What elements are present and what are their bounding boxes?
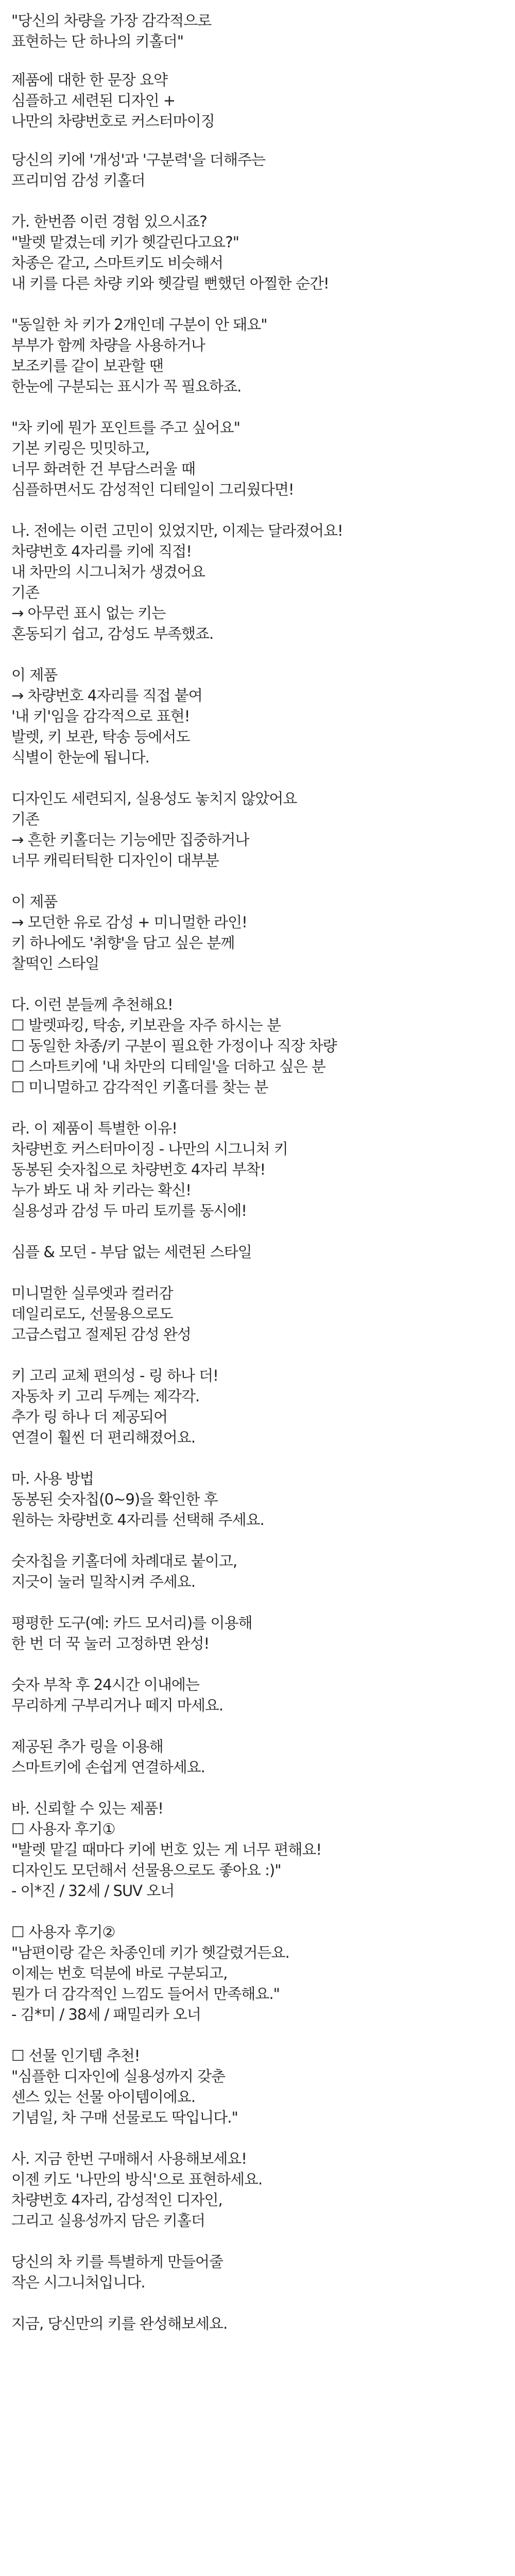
section-da-heading: 다. 이런 분들께 추천해요! — [11, 996, 173, 1013]
body-line: 이젠 키도 '나만의 방식'으로 표현하세요. — [11, 2171, 263, 2188]
body-line: 기존 — [11, 584, 40, 601]
body-line: 무리하게 구부리거나 떼지 마세요. — [11, 1697, 224, 1714]
body-line: 자동차 키 고리 두께는 제각각. — [11, 1387, 200, 1405]
body-line: 보조키를 같이 보관할 땐 — [11, 357, 163, 375]
body-line: 추가 링 하나 더 제공되어 — [11, 1408, 168, 1426]
body-line: → 모던한 유로 감성 + 미니멀한 라인! — [11, 913, 247, 931]
body-line: 평평한 도구(예: 카드 모서리)를 이용해 — [11, 1614, 252, 1632]
closing-line: 당신의 차 키를 특별하게 만들어줄 — [11, 2253, 224, 2270]
review-text: 디자인도 모던해서 선물용으로도 좋아요 :)" — [11, 1861, 281, 1879]
body-line: 디자인도 세련되지, 실용성도 놓치지 않았어요 — [11, 790, 297, 807]
body-line: 차량번호 커스터마이징 - 나만의 시그니처 키 — [11, 1140, 288, 1158]
review-heading: ☐ 사용자 후기① — [11, 1820, 115, 1838]
section-ma-heading: 마. 사용 방법 — [11, 1470, 94, 1487]
review-text: "심플한 디자인에 실용성까지 갖춘 — [11, 2067, 226, 2085]
body-line: 연결이 훨씬 더 편리해졌어요. — [11, 1429, 196, 1446]
checklist-item: ☐ 동일한 차종/키 구분이 필요한 가정이나 직장 차량 — [11, 1037, 337, 1055]
review-text: 이제는 번호 덕분에 바로 구분되고, — [11, 1964, 228, 1982]
body-line: 너무 캐릭터틱한 디자인이 대부분 — [11, 852, 219, 869]
section-ba-heading: 바. 신뢰할 수 있는 제품! — [11, 1800, 163, 1817]
checklist-item: ☐ 미니멀하고 감각적인 키홀더를 찾는 분 — [11, 1078, 268, 1096]
body-line: 한눈에 구분되는 표시가 꼭 필요하죠. — [11, 378, 242, 395]
body-line: 심플 & 모던 - 부담 없는 세련된 스타일 — [11, 1243, 252, 1261]
intro-line: 당신의 키에 '개성'과 '구분력'을 더해주는 — [11, 151, 265, 168]
body-line: 차량번호 4자리를 키에 직접! — [11, 543, 192, 560]
summary-heading: 제품에 대한 한 문장 요약 — [11, 71, 168, 89]
body-line: 지긋이 눌러 밀착시켜 주세요. — [11, 1573, 196, 1590]
body-line: 부부가 함께 차량을 사용하거나 — [11, 336, 205, 354]
body-line: 스마트키에 손쉽게 연결하세요. — [11, 1758, 205, 1776]
body-line: 기본 키링은 밋밋하고, — [11, 439, 149, 457]
body-line: 숫자 부착 후 24시간 이내에는 — [11, 1676, 199, 1693]
body-line: 발렛, 키 보관, 탁송 등에서도 — [11, 728, 190, 745]
review-author: - 김*미 / 38세 / 패밀리카 오너 — [11, 2006, 201, 2023]
review-heading: ☐ 사용자 후기② — [11, 1923, 115, 1941]
review-text: "발렛 맡길 때마다 키에 번호 있는 게 너무 편해요! — [11, 1841, 321, 1858]
body-line: 숫자칩을 키홀더에 차례대로 붙이고, — [11, 1552, 237, 1570]
intro-line: 프리미엄 감성 키홀더 — [11, 172, 145, 189]
section-ra-heading: 라. 이 제품이 특별한 이유! — [11, 1120, 177, 1137]
section-na-heading: 나. 전에는 이런 고민이 있었지만, 이제는 달라졌어요! — [11, 522, 343, 539]
body-line: 식별이 한눈에 됩니다. — [11, 749, 149, 766]
body-line: 차종은 같고, 스마트키도 비슷해서 — [11, 254, 224, 272]
body-line: 이 제품 — [11, 666, 58, 684]
body-line: 심플하면서도 감성적인 디테일이 그리웠다면! — [11, 481, 294, 498]
summary-line: 나만의 차량번호로 커스터마이징 — [11, 112, 215, 130]
body-line: → 차량번호 4자리를 직접 붙여 — [11, 687, 202, 704]
body-line: 미니멀한 실루엣과 컬러감 — [11, 1284, 173, 1302]
review-text: 기념일, 차 구매 선물로도 딱입니다." — [11, 2109, 238, 2126]
body-line: 한 번 더 꾹 눌러 고정하면 완성! — [11, 1635, 210, 1652]
body-line: → 흔한 키홀더는 기능에만 집중하거나 — [11, 831, 249, 849]
body-line: 데일리로도, 선물용으로도 — [11, 1305, 173, 1323]
body-line: 기존 — [11, 810, 40, 828]
body-line: '내 키'임을 감각적으로 표현! — [11, 707, 190, 725]
body-line: "동일한 차 키가 2개인데 구분이 안 돼요" — [11, 316, 267, 333]
body-line: 동봉된 숫자칩(0~9)을 확인한 후 — [11, 1490, 218, 1508]
body-line: "차 키에 뭔가 포인트를 주고 싶어요" — [11, 419, 240, 436]
closing-line: 작은 시그니처입니다. — [11, 2274, 145, 2291]
review-heading: ☐ 선물 인기템 추천! — [11, 2047, 140, 2064]
body-line: 원하는 차량번호 4자리를 선택해 주세요. — [11, 1511, 264, 1529]
body-line: 동봉된 숫자칩으로 차량번호 4자리 부착! — [11, 1161, 266, 1178]
section-sa-heading: 사. 지금 한번 구매해서 사용해보세요! — [11, 2150, 247, 2167]
body-line: 키 고리 교체 편의성 - 링 하나 더! — [11, 1367, 218, 1384]
headline-line-2: 표현하는 단 하나의 키홀더" — [11, 32, 184, 50]
body-line: 이 제품 — [11, 893, 58, 910]
review-text: "남편이랑 같은 차종인데 키가 헷갈렸거든요. — [11, 1944, 289, 1961]
body-line: 제공된 추가 링을 이용해 — [11, 1738, 163, 1755]
review-text: 뭔가 더 감각적인 느낌도 들어서 만족해요." — [11, 1985, 280, 2003]
checklist-item: ☐ 발렛파킹, 탁송, 키보관을 자주 하시는 분 — [11, 1016, 281, 1034]
section-ga-heading: 가. 한번쯤 이런 경험 있으시죠? — [11, 213, 207, 230]
body-line: 찰떡인 스타일 — [11, 955, 99, 972]
review-text: 센스 있는 선물 아이템이에요. — [11, 2088, 196, 2106]
body-line: 그리고 실용성까지 담은 키홀더 — [11, 2212, 205, 2229]
review-author: - 이*진 / 32세 / SUV 오너 — [11, 1882, 175, 1900]
body-line: 고급스럽고 절제된 감성 완성 — [11, 1326, 191, 1343]
headline-line-1: "당신의 차량을 가장 감각적으로 — [11, 12, 212, 29]
body-line: 내 키를 다른 차량 키와 헷갈릴 뻔했던 아찔한 순간! — [11, 275, 329, 292]
body-line: 너무 화려한 건 부담스러울 때 — [11, 460, 196, 478]
summary-line: 심플하고 세련된 디자인 + — [11, 92, 176, 109]
checklist-item: ☐ 스마트키에 '내 차만의 디테일'을 더하고 싶은 분 — [11, 1058, 325, 1075]
body-line: 실용성과 감성 두 마리 토끼를 동시에! — [11, 1202, 247, 1219]
body-line: 키 하나에도 '취향'을 담고 싶은 분께 — [11, 934, 235, 952]
body-line: 차량번호 4자리, 감성적인 디자인, — [11, 2191, 222, 2209]
body-line: 내 차만의 시그니처가 생겼어요 — [11, 563, 205, 581]
body-line: 혼동되기 쉽고, 감성도 부족했죠. — [11, 625, 214, 642]
body-line: 누가 봐도 내 차 키라는 확신! — [11, 1181, 191, 1199]
body-line: "발렛 맡겼는데 키가 헷갈린다고요?" — [11, 233, 239, 251]
closing-line: 지금, 당신만의 키를 완성해보세요. — [11, 2315, 228, 2332]
body-line: → 아무런 표시 없는 키는 — [11, 604, 166, 622]
